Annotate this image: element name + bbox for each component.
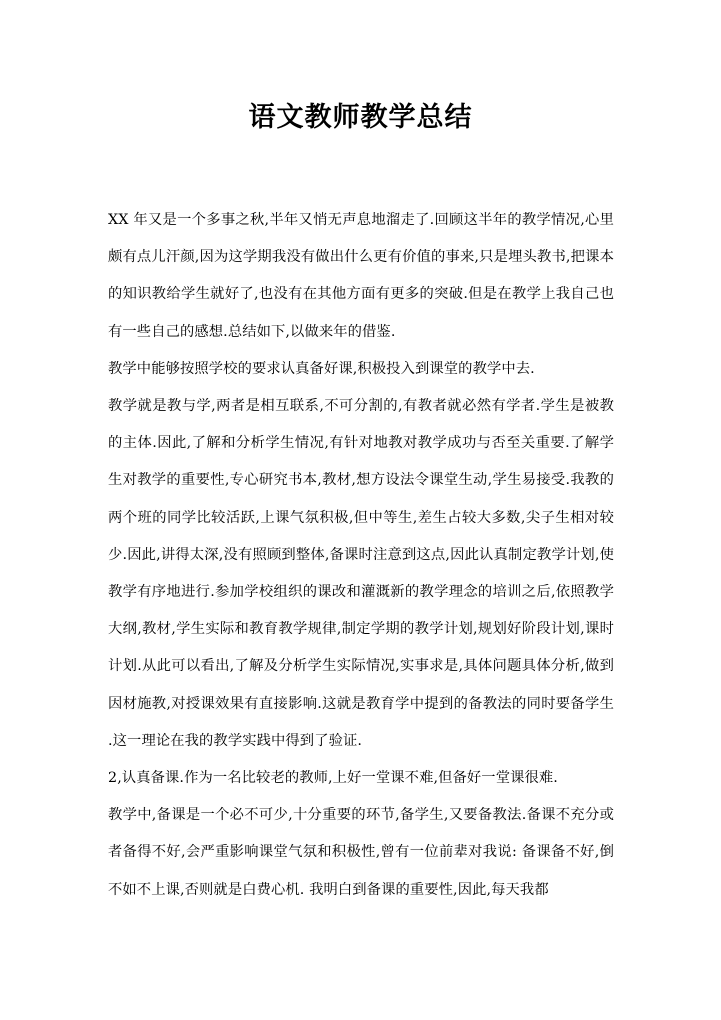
page-title: 语文教师教学总结	[248, 102, 473, 134]
paragraph: 教学中,备课是一个必不可少,十分重要的环节,备学生,又要备教法.备课不充分或者备得不好,会严重影响课堂气氛和积极性,曾有一位前辈对我说: 备课备不好,倒不如不上课,否则就是白费心机. 我明白到备课的重要性,因此,每天我都	[108, 807, 614, 898]
paragraph: XX 年又是一个多事之秋,半年又悄无声息地溜走了.回顾这半年的教学情况,心里颇有点儿汗颜,因为这学期我没有做出什么更有价值的事来,只是埋头教书,把课本的知识教给学生就好了,也没有在其他方面有更多的突破.但是在教学上我自己也有一些自己的感想.总结如下,以做来年的借鉴.	[108, 212, 614, 340]
paragraph: 教学中能够按照学校的要求认真备好课,积极投入到课堂的教学中去.	[108, 360, 535, 377]
document-body	[108, 202, 614, 909]
paragraph: 教学就是教与学,两者是相互联系,不可分割的,有教者就必然有学者.学生是被教的主体.因此,了解和分析学生情况,有针对地教对教学成功与否至关重要.了解学生对教学的重要性,专心研究书本,教材,想方设法令课堂生动,学生易接受.我教的两个班的同学比较活跃,上课气氛积极,但中等生,差生占较大多数,尖子生相对较少.因此,讲得太深,没有照顾到整体,备课时注意到这点,因此认真制定教学计划,使教学有序地进行.参加学校组织的课改和灌溉新的教学理念的培训之后,依照教学大纲,教材,学生实际和教育教学规律,制定学期的教学计划,规划好阶段计划,课时计划.从此可以看出,了解及分析学生实际情况,实事求是,具体问题具体分析,做到因材施教,对授课效果有直接影响.这就是教育学中提到的备教法的同时要备学生 .这一理论在我的教学实践中得到了验证.	[108, 398, 614, 749]
paragraph: 2,认真备课.作为一名比较老的教师,上好一堂课不难,但备好一堂课很难.	[108, 770, 558, 787]
